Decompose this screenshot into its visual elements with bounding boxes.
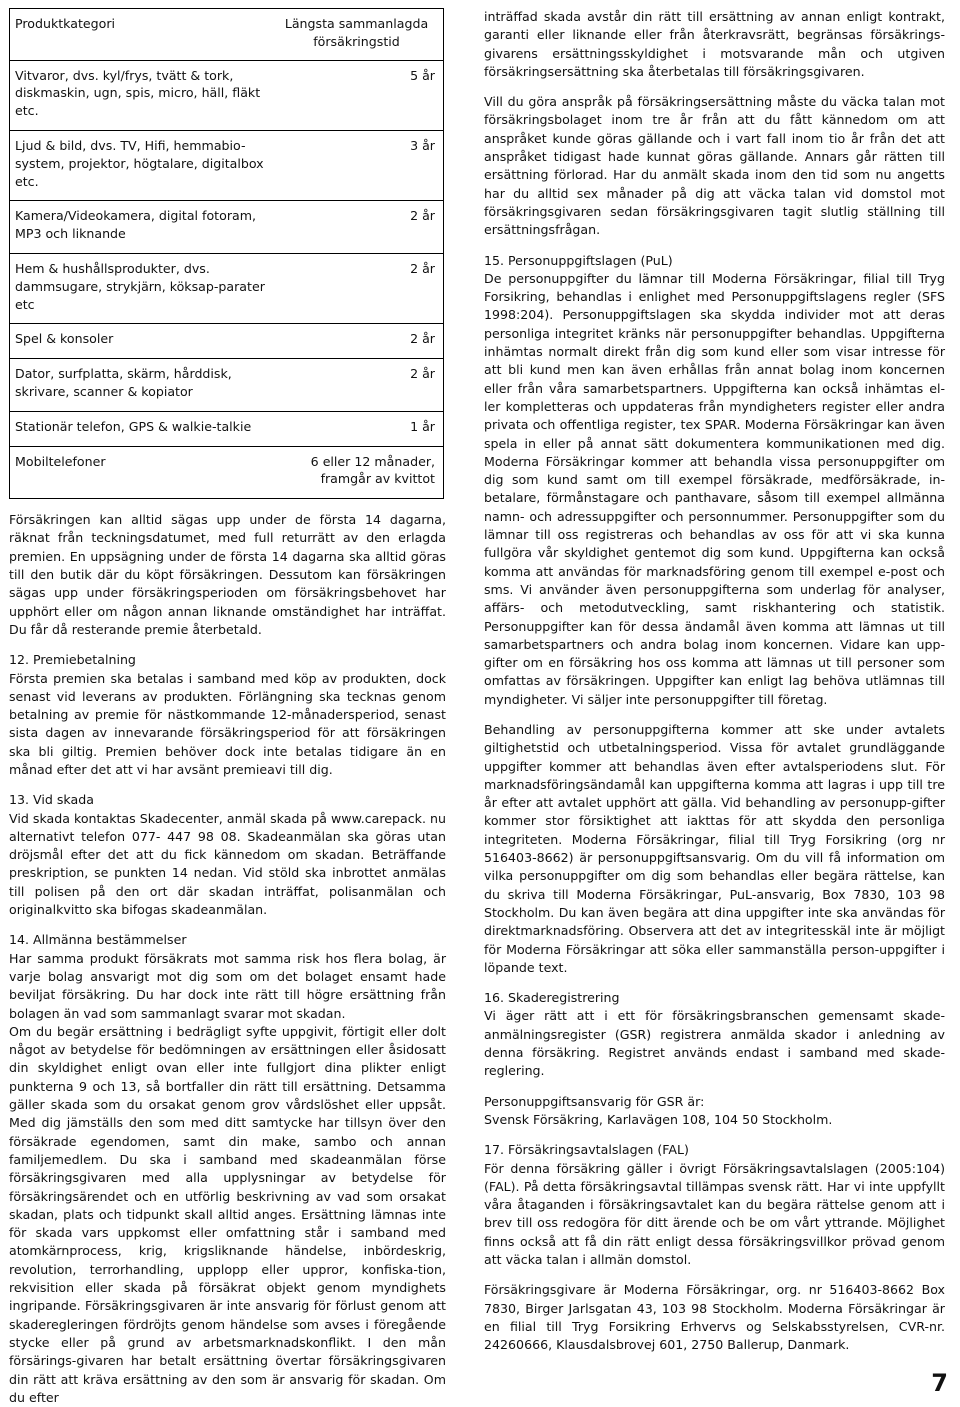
row-duration: 2 år bbox=[273, 253, 444, 323]
section-14-body-1: Har samma produkt försäkrats mot samma risk hos flera bolag, är varje bolag ansvarigt mot dig som om det bolaget ensamt hade beviljat försäkring. Du har dock inte rätt till högre ersättning från bolagen än vad som sammanlagt svarar mot skadan. bbox=[9, 950, 446, 1021]
row-duration: 2 år bbox=[273, 359, 444, 412]
section-15-body-1: De personuppgifter du lämnar till Moderna Försäkringar, filial till Tryg Forsikring, behandlas i enlighet med Personuppgiftslagens regler (SFS 1998:204). Personuppgiftslagen ska skydda individer mot att deras personliga integritet kränks när personuppgifter behandlas. Uppgifterna inhämtas normalt direkt från dig som kund eller som visar intresse för att bli kund men kan även erhållas från annat bolag inom koncernen eller från våra samarbetspartners. Uppgifterna kan också inhämtas el-ler kompletteras och uppdateras från myndigheters register eller andra privata och offentliga register, tex SPAR. Moderna Försäkringar kan även spela in eller på annat sätt dokumentera kommunikationen med dig. Moderna Försäkringar kommer att behandla vissa personuppgifter om dig som kund samt om till exempel försäkrade, medförsäkrade, in-betalare, förmånstagare och panthavare, såsom till exempel allmänna namn- och adressuppgifter och personnummer. Personuppgifter som du lämnar till oss registreras och behandlas av oss för att vi ska kunna fullgöra vår skyldighet gentemot dig som kund. Uppgifterna kan också komma att användas för marknadsföring genom till exempel e-post och sms. Vi använder även personuppgifterna som underlag för analyser, affärs- och metodutveckling, samt riskhantering och statistik. Personuppgifter kan för dessa ändamål även komma att lämnas ut till samarbetspartners och andra bolag inom koncernen. Vidare kan upp-gifter om en försäkring hos oss komma att lämnas ut till personer som omfattas av försäkringen. Uppgifter kan enligt lag behöva utlämnas till myndigheter. Vi säljer inte personuppgifter till företag. bbox=[484, 270, 945, 707]
claim-paragraph: Vill du göra anspråk på försäkringsersättning måste du väcka talan mot försäkringsbolaget inom tre år från att du fått kännedom om att anspråket kunde göras gällande och i vart fall inom tio år från det att anspråket tidigast hade kunnat göras gällande. Annars går rätten till ersättning förlorad. Har du anmält skada inom den tid som nu angetts har du alltid sex månader på dig att väcka talan vid domstol mot försäkringsgivaren sedan försäkringsgivaren tagit slutlig ställning till ersättningsfrågan. bbox=[484, 94, 945, 238]
section-13-body: Vid skada kontaktas Skadecenter, anmäl skada på www.carepack. nu alternativt telefon 077- 447 98 08. Skadeanmälan ska göras utan dröjsmål efter det att du fick kännedom om skadan. Beträffande preskription, se punkten 14 nedan. Vid stöld ska inbrottet anmälas till polisen på den ort där skadan inträffat, polisanmälan och originalkvitto ska bifogas skadeanmälan. bbox=[9, 810, 446, 918]
row-duration: 5 år bbox=[273, 60, 444, 130]
section-16-heading: 16. Skaderegistrering bbox=[484, 990, 620, 1006]
page-number: 7 bbox=[931, 1369, 948, 1397]
right-column bbox=[484, 8, 945, 1366]
section-15-body-2: Behandling av personuppgifterna kommer att ske under avtalets giltighetstid och utbetalningsperiod. Vissa för avtalet grundläggande uppgifter kommer att behandlas även efter avtalsperiodens slut. För marknadsföringsändamål kan uppgifterna komma att lagras i upp till tre år efter att avtalet upphört att gälla. Vid behandling av personupp-gifter kommer stor försiktighet att iakttas för att skydda den personliga integriteten. Moderna Försäkringar, filial till Tryg Forsikring (org nr 516403-8662) är personuppgiftsansvarig. Om du vill få information om vilka personuppgifter om dig som behandlas eller begära rättelse, kan du skriva till Moderna Försäkringar, PuL-ansvarig, Box 7830, 103 98 Stockholm. Du kan även begära att dina uppgifter inte ska användas för direktmarknadsföring. Observera att det av integritesskäl inte är möjligt för Moderna Försäkringar att söka eller sammanställa person-uppgifter i löpande text. bbox=[484, 721, 945, 975]
row-duration: 2 år bbox=[273, 324, 444, 359]
row-category: Kamera/Videokamera, digital fotoram, MP3 och liknande bbox=[10, 201, 274, 254]
left-column bbox=[9, 8, 446, 1407]
table-row bbox=[10, 324, 444, 359]
gsr-info bbox=[484, 1093, 945, 1130]
section-14-heading: 14. Allmänna bestämmelser bbox=[9, 932, 187, 948]
section-16-body: Vi äger rätt att i ett för försäkringsbranschen gemensamt skade-anmälningsregister (GSR) registrera anmälda skador i anledning av denna försäkring. Registret används endast i samband med skade-reglering. bbox=[484, 1008, 945, 1079]
gsr-line-1: Personuppgiftsansvarig för GSR är: bbox=[484, 1093, 705, 1109]
section-14-body-2: Om du begär ersättning i bedrägligt syfte uppgivit, förtigit eller dolt något av betydelse för bedömningen av ersättningen eller åsidosatt din skyldighet enligt ovan eller inte fullgjort dina plikter enligt punkterna 9 och 13, så bortfaller din rätt till ersättning. Detsamma gäller skada som du orsakat genom grov vårdslöshet eller uppsåt. Med dig jämställs den som med ditt samtycke har tillsyn över den försäkrade egendomen, samt din make, sambo och annan familjemedlem. Du ska i samband med skadeanmälan förse försäkringsgivaren med alla upplysningar av betydelse för försäkringsärendet och en utförlig beskrivning av vad som orsakat skadan, plats och tidpunkt skall alltid anges. Ersättning lämnas inte för skada vars uppkomst eller omfattning står i samband med atomkärnprocess, krig, krigsliknande händelse, inbördeskrig, revolution, terrorhandling, upplopp eller uppror, konfiska-tion, rekvisition eller skada på försäkrat objekt genom myndighets ingripande. Försäkringsgivaren är inte ansvarig för förlust genom att skaderegleringen fördröjts genom händelse som avses i föregående stycke eller på grund av arbetsmarknadskonflikt. I den mån försärings-givaren har betalt ersättning övertar försäkringsgivaren din rätt att kräva ersättning av den som är ansvarig för skadan. Om du efter bbox=[9, 1023, 446, 1405]
row-category: Ljud & bild, dvs. TV, Hifi, hemmabio-system, projektor, högtalare, digitalbox etc. bbox=[10, 130, 274, 200]
header-insurance-time: Längsta sammanlagda försäkringstid bbox=[273, 9, 444, 61]
section-15-heading: 15. Personuppgiftslagen (PuL) bbox=[484, 252, 673, 268]
product-category-table bbox=[9, 8, 444, 499]
section-15 bbox=[484, 252, 945, 978]
header-category: Produktkategori bbox=[10, 9, 274, 61]
table-row bbox=[10, 411, 444, 446]
table-row bbox=[10, 253, 444, 323]
row-category: Stationär telefon, GPS & walkie-talkie bbox=[10, 411, 274, 446]
row-category: Mobiltelefoner bbox=[10, 446, 274, 499]
section-13 bbox=[9, 791, 446, 919]
table-row bbox=[10, 201, 444, 254]
row-duration: 2 år bbox=[273, 201, 444, 254]
section-12-heading: 12. Premiebetalning bbox=[9, 652, 136, 668]
row-duration: 3 år bbox=[273, 130, 444, 200]
row-category: Spel & konsoler bbox=[10, 324, 274, 359]
section-17-heading: 17. Försäkringsavtalslagen (FAL) bbox=[484, 1142, 689, 1158]
insurer-paragraph: Försäkringsgivare är Moderna Försäkringar, org. nr 516403-8662 Box 7830, Birger Jarlsgatan 43, 103 98 Stockholm. Moderna Försäkringar är en filial till Tryg Forsikring Erhvervs og Selskabsstyrelsen, CVR-nr. 24260666, Klausdalsbrovej 601, 2750 Ballerup, Danmark. bbox=[484, 1282, 945, 1353]
table-row bbox=[10, 60, 444, 130]
row-category: Hem & hushållsprodukter, dvs. dammsugare, strykjärn, köksap-parater etc bbox=[10, 253, 274, 323]
table-row bbox=[10, 130, 444, 200]
continuation-paragraph: inträffad skada avstår din rätt till ersättning av annan enligt kontrakt, garanti eller liknande eller från återkravsrätt, begränsas försäkrings-givarens ersättningsskyldighet i motsvarande mån och utgiven försäkringsersättning ska återbetalas till försäkringsgivaren. bbox=[484, 9, 945, 79]
section-16 bbox=[484, 989, 945, 1080]
table-row bbox=[10, 359, 444, 412]
row-category: Dator, surfplatta, skärm, hårddisk, skrivare, scanner & kopiator bbox=[10, 359, 274, 412]
section-12 bbox=[9, 651, 446, 779]
section-12-body: Första premien ska betalas i samband med köp av produkten, dock senast vid leverans av produkten. Förlängning ska tecknas genom betalning av premie för nästkommande 12-månadersperiod, senast sista dagen av innevarande försäkringsperiod för att försäkringen ska bli giltig. Premien behöver dock inte betalas tidigare än en månad efter det att vi har avsänt premieavi till dig. bbox=[9, 670, 446, 777]
section-17 bbox=[484, 1141, 945, 1269]
section-13-heading: 13. Vid skada bbox=[9, 792, 94, 808]
row-duration: 1 år bbox=[273, 411, 444, 446]
section-14 bbox=[9, 931, 446, 1407]
row-duration: 6 eller 12 månader, framgår av kvittot bbox=[273, 446, 444, 499]
table-header-row bbox=[10, 9, 444, 61]
gsr-line-2: Svensk Försäkring, Karlavägen 108, 104 50 Stockholm. bbox=[484, 1111, 833, 1127]
cancellation-section bbox=[9, 511, 446, 639]
cancellation-paragraph: Försäkringen kan alltid sägas upp under de första 14 dagarna, räknat från teckningsdatumet, med full returrätt av den erlagda premien. En uppsägning under de första 14 dagarna ska alltid göras till den butik där du köpt försäkringen. Dessutom kan försäkringen sägas upp under försäkringsperioden om försäkringsbehovet har upphört eller om någon annan liknande omständighet har inträffat. Du får då resterande premie återbetald. bbox=[9, 512, 446, 637]
row-category: Vitvaror, dvs. kyl/frys, tvätt & tork, diskmaskin, ugn, spis, micro, häll, fläkt etc. bbox=[10, 60, 274, 130]
section-17-body: För denna försäkring gäller i övrigt Försäkringsavtalslagen (2005:104) (FAL). På detta försäkringsavtal tillämpas svensk rätt. Har vi inte uppfyllt våra åtaganden i försäkringsavtalet kan du begära rättelse genom att i brev till oss redogöra för ditt ärende och be om vårt yttrande. Möjlighet finns också att få din rätt enligt dessa försäkringsvillkor prövad genom att väcka talan i allmän domstol. bbox=[484, 1160, 945, 1267]
table-row bbox=[10, 446, 444, 499]
